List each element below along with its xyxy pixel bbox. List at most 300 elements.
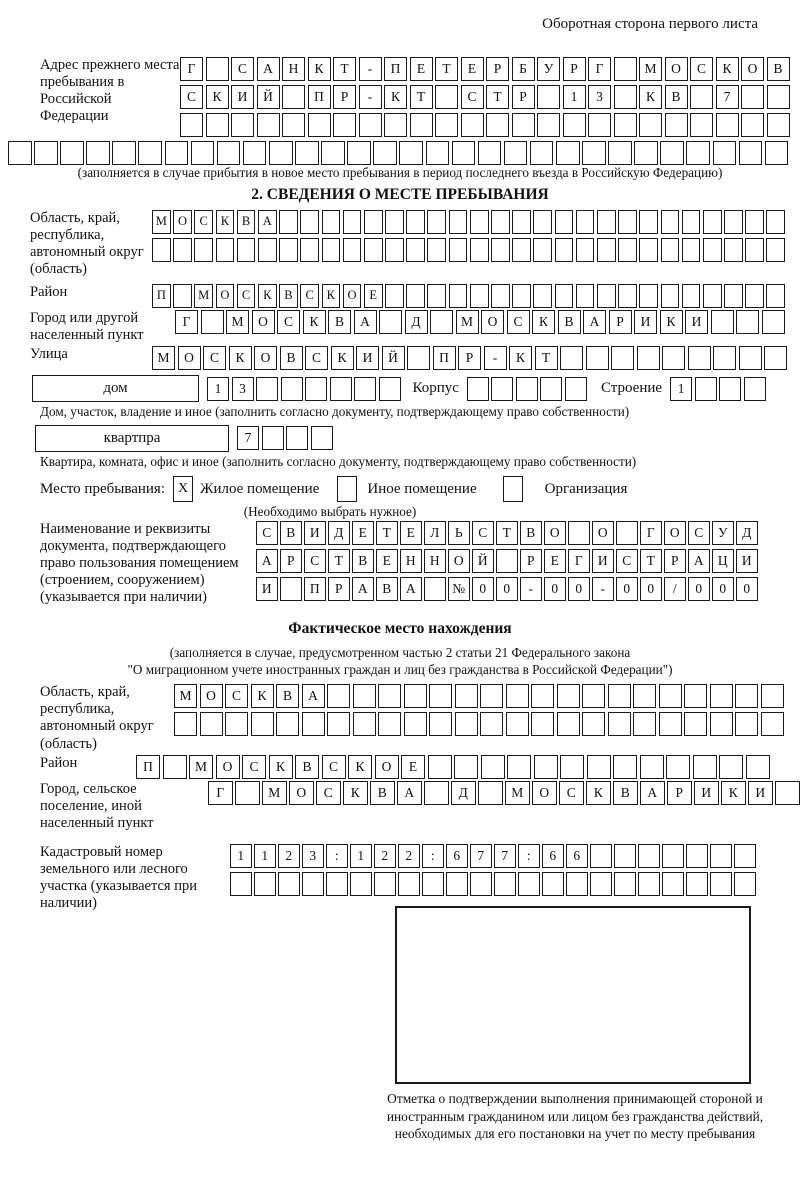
char-cell: [633, 712, 656, 736]
char-cell: [719, 377, 741, 401]
char-cell: С: [472, 521, 494, 545]
char-cell: [406, 210, 425, 234]
char-cell: К: [251, 684, 274, 708]
char-cell: Н: [282, 57, 305, 81]
char-cell: О: [375, 755, 399, 779]
char-cell: [710, 844, 732, 868]
char-cell: 3: [302, 844, 324, 868]
char-cell: [378, 684, 401, 708]
char-cell: [506, 712, 529, 736]
char-cell: [735, 684, 758, 708]
char-cell: [703, 238, 722, 262]
char-cell: 0: [472, 577, 494, 601]
char-cell: Т: [435, 57, 458, 81]
char-cell: О: [216, 755, 240, 779]
region-block: [30, 210, 800, 278]
char-cell: [614, 844, 636, 868]
stay-type-checkbox-residential: X: [173, 476, 193, 502]
char-cell: О: [592, 521, 614, 545]
char-cell: И: [356, 346, 379, 370]
char-cell: [379, 377, 401, 401]
char-cell: В: [613, 781, 638, 805]
house-note: Дом, участок, владение и иное (заполнить согласно документу, подтверждающему право собственности): [40, 404, 630, 420]
char-cell: [256, 377, 278, 401]
street-label: Улица: [30, 346, 68, 363]
char-cell: [467, 377, 489, 401]
char-cell: [435, 85, 458, 109]
stay-type-option-other-premises-label: Иное помещение: [367, 480, 477, 497]
char-cell: К: [721, 781, 746, 805]
region-row-2: [152, 238, 785, 262]
char-cell: Р: [512, 85, 535, 109]
char-cell: Т: [376, 521, 398, 545]
char-cell: [374, 872, 396, 896]
char-cell: С: [231, 57, 254, 81]
char-cell: [330, 377, 352, 401]
char-cell: Т: [410, 85, 433, 109]
char-cell: [343, 238, 362, 262]
char-cell: Т: [535, 346, 558, 370]
char-cell: [86, 141, 110, 165]
apartment-note: Квартира, комната, офис и иное (заполнить согласно документу, подтверждающему право собственности): [40, 453, 637, 469]
char-cell: Г: [180, 57, 203, 81]
char-cell: [308, 113, 331, 137]
char-cell: М: [226, 310, 249, 334]
char-cell: [201, 310, 224, 334]
char-cell: [480, 712, 503, 736]
char-cell: А: [258, 210, 277, 234]
char-cell: [666, 755, 690, 779]
char-cell: [741, 113, 764, 137]
char-cell: Р: [328, 577, 350, 601]
prev-address-block: [40, 57, 792, 137]
char-cell: [216, 238, 235, 262]
char-cell: [537, 113, 560, 137]
char-cell: Р: [280, 549, 302, 573]
char-cell: [449, 238, 468, 262]
doc-row-1: [256, 521, 758, 545]
char-cell: С: [300, 284, 319, 308]
char-cell: [588, 113, 611, 137]
char-cell: К: [639, 85, 662, 109]
char-cell: [478, 781, 503, 805]
char-cell: Р: [664, 549, 686, 573]
char-cell: [491, 238, 510, 262]
char-cell: [638, 844, 660, 868]
char-cell: [518, 872, 540, 896]
char-cell: Е: [461, 57, 484, 81]
char-cell: [454, 755, 478, 779]
char-cell: [555, 210, 574, 234]
char-cell: К: [348, 755, 372, 779]
char-cell: [429, 712, 452, 736]
char-cell: [639, 210, 658, 234]
char-cell: [302, 872, 324, 896]
char-cell: [504, 141, 528, 165]
char-cell: Е: [364, 284, 383, 308]
char-cell: -: [520, 577, 542, 601]
char-cell: [512, 113, 535, 137]
char-cell: Р: [609, 310, 632, 334]
char-cell: С: [461, 85, 484, 109]
char-cell: [173, 238, 192, 262]
actual-location-note-2: "О миграционном учете иностранных граждан и лиц без гражданства в Российской Федерации"): [127, 661, 673, 677]
char-cell: И: [748, 781, 773, 805]
char-cell: 1: [230, 844, 252, 868]
char-cell: [254, 872, 276, 896]
char-cell: [616, 521, 638, 545]
char-cell: [430, 310, 453, 334]
char-cell: [491, 210, 510, 234]
char-cell: И: [592, 549, 614, 573]
char-cell: [486, 113, 509, 137]
char-cell: [452, 141, 476, 165]
char-cell: Р: [333, 85, 356, 109]
doc-block: [40, 521, 800, 607]
stay-type-label: Место пребывания:: [40, 480, 165, 497]
char-cell: [235, 781, 260, 805]
char-cell: [766, 238, 785, 262]
stroenie-cells: [670, 377, 766, 401]
char-cell: П: [136, 755, 160, 779]
char-cell: [597, 210, 616, 234]
house-cells: [207, 377, 401, 401]
char-cell: А: [397, 781, 422, 805]
char-cell: 2: [398, 844, 420, 868]
char-cell: 1: [563, 85, 586, 109]
char-cell: 0: [640, 577, 662, 601]
char-cell: [327, 712, 350, 736]
char-cell: Г: [208, 781, 233, 805]
char-cell: [693, 755, 717, 779]
char-cell: [364, 238, 383, 262]
char-cell: [719, 755, 743, 779]
char-cell: [378, 712, 401, 736]
char-cell: [745, 284, 764, 308]
char-cell: О: [665, 57, 688, 81]
char-cell: [353, 712, 376, 736]
char-cell: 3: [232, 377, 254, 401]
char-cell: [470, 238, 489, 262]
char-cell: [516, 377, 538, 401]
char-cell: [684, 712, 707, 736]
char-cell: К: [532, 310, 555, 334]
char-cell: [613, 755, 637, 779]
char-cell: К: [343, 781, 368, 805]
stay-type-checkbox-organization: [503, 476, 523, 502]
char-cell: [206, 57, 229, 81]
char-cell: [322, 210, 341, 234]
char-cell: [534, 755, 558, 779]
char-cell: В: [237, 210, 256, 234]
char-cell: [225, 712, 248, 736]
char-cell: [639, 113, 662, 137]
doc-row-2: [256, 549, 758, 573]
char-cell: 3: [588, 85, 611, 109]
char-cell: О: [289, 781, 314, 805]
char-cell: [660, 141, 684, 165]
char-cell: Д: [451, 781, 476, 805]
char-cell: В: [558, 310, 581, 334]
char-cell: С: [690, 57, 713, 81]
house-row: [32, 375, 800, 402]
char-cell: [533, 284, 552, 308]
char-cell: [449, 284, 468, 308]
char-cell: [745, 210, 764, 234]
char-cell: К: [303, 310, 326, 334]
char-cell: [112, 141, 136, 165]
char-cell: [262, 426, 284, 450]
char-cell: К: [308, 57, 331, 81]
char-cell: С: [559, 781, 584, 805]
char-cell: Р: [520, 549, 542, 573]
char-cell: С: [322, 755, 346, 779]
char-cell: [194, 238, 213, 262]
char-cell: 6: [446, 844, 468, 868]
char-cell: [557, 684, 580, 708]
char-cell: 1: [207, 377, 229, 401]
prev-address-rows: [180, 57, 790, 137]
char-cell: [556, 141, 580, 165]
char-cell: Н: [424, 549, 446, 573]
char-cell: 0: [736, 577, 758, 601]
stroenie-label: Строение: [600, 379, 663, 396]
char-cell: [279, 238, 298, 262]
char-cell: Р: [667, 781, 692, 805]
char-cell: [640, 755, 664, 779]
char-cell: [427, 210, 446, 234]
char-cell: [659, 712, 682, 736]
char-cell: Д: [405, 310, 428, 334]
char-cell: В: [280, 521, 302, 545]
prev-address-row-2: [180, 85, 790, 109]
char-cell: У: [712, 521, 734, 545]
char-cell: А: [688, 549, 710, 573]
char-cell: С: [225, 684, 248, 708]
char-cell: [690, 113, 713, 137]
char-cell: [470, 872, 492, 896]
char-cell: [563, 113, 586, 137]
char-cell: [662, 844, 684, 868]
char-cell: [713, 346, 736, 370]
char-cell: [327, 684, 350, 708]
actual-location-note-1: (заполняется в случае, предусмотренном частью 2 статьи 21 Федерального закона: [169, 645, 631, 661]
char-cell: [724, 284, 743, 308]
char-cell: [384, 113, 407, 137]
char-cell: С: [688, 521, 710, 545]
char-cell: [682, 284, 701, 308]
char-cell: [470, 284, 489, 308]
char-cell: [762, 310, 785, 334]
cadastral-block: [40, 844, 800, 912]
apartment-row: [35, 425, 800, 452]
char-cell: [703, 210, 722, 234]
char-cell: С: [256, 521, 278, 545]
char-cell: [138, 141, 162, 165]
char-cell: С: [194, 210, 213, 234]
city-row: [30, 310, 800, 344]
char-cell: [634, 141, 658, 165]
char-cell: М: [639, 57, 662, 81]
char-cell: [406, 284, 425, 308]
char-cell: [311, 426, 333, 450]
char-cell: [710, 872, 732, 896]
stay-type-note: (Необходимо выбрать нужное): [243, 504, 417, 520]
char-cell: [322, 238, 341, 262]
char-cell: [507, 755, 531, 779]
char-cell: [258, 238, 277, 262]
char-cell: [280, 577, 302, 601]
actual-district-cells: [136, 755, 770, 779]
actual-region-rows: [174, 684, 784, 736]
char-cell: [734, 872, 756, 896]
char-cell: О: [178, 346, 201, 370]
char-cell: И: [634, 310, 657, 334]
char-cell: 6: [542, 844, 564, 868]
char-cell: [739, 346, 762, 370]
char-cell: К: [229, 346, 252, 370]
char-cell: [741, 85, 764, 109]
char-cell: [217, 141, 241, 165]
char-cell: [695, 377, 717, 401]
char-cell: [686, 141, 710, 165]
char-cell: М: [152, 210, 171, 234]
char-cell: [231, 113, 254, 137]
char-cell: П: [152, 284, 171, 308]
char-cell: 2: [374, 844, 396, 868]
char-cell: [765, 141, 789, 165]
char-cell: [435, 113, 458, 137]
char-cell: К: [206, 85, 229, 109]
char-cell: [282, 113, 305, 137]
char-cell: [608, 712, 631, 736]
cadastral-row-2: [230, 872, 756, 896]
char-cell: [690, 85, 713, 109]
char-cell: С: [305, 346, 328, 370]
char-cell: [506, 684, 529, 708]
char-cell: О: [254, 346, 277, 370]
char-cell: [426, 141, 450, 165]
char-cell: [278, 872, 300, 896]
char-cell: О: [532, 781, 557, 805]
char-cell: [639, 284, 658, 308]
char-cell: [614, 113, 637, 137]
char-cell: [537, 85, 560, 109]
char-cell: [478, 141, 502, 165]
char-cell: К: [322, 284, 341, 308]
char-cell: [152, 238, 171, 262]
char-cell: О: [544, 521, 566, 545]
char-cell: 1: [350, 844, 372, 868]
char-cell: [379, 310, 402, 334]
char-cell: [385, 210, 404, 234]
char-cell: 7: [237, 426, 259, 450]
char-cell: С: [507, 310, 530, 334]
apartment-box: квартпра: [35, 425, 229, 452]
confirmation-stamp-caption: Отметка о подтверждении выполнения принимающей стороной и иностранным гражданином или лицом без гражданства действий, необходимых для его постановки на учет по месту пребывания: [386, 1091, 764, 1142]
char-cell: [424, 781, 449, 805]
char-cell: А: [640, 781, 665, 805]
char-cell: [279, 210, 298, 234]
char-cell: [734, 844, 756, 868]
char-cell: В: [520, 521, 542, 545]
char-cell: [200, 712, 223, 736]
char-cell: 0: [568, 577, 590, 601]
district-label: Район: [30, 283, 68, 300]
char-cell: П: [384, 57, 407, 81]
char-cell: [404, 712, 427, 736]
char-cell: [662, 872, 684, 896]
char-cell: №: [448, 577, 470, 601]
char-cell: [424, 577, 446, 601]
char-cell: [269, 141, 293, 165]
char-cell: Д: [736, 521, 758, 545]
char-cell: [582, 141, 606, 165]
char-cell: С: [616, 549, 638, 573]
char-cell: -: [484, 346, 507, 370]
char-cell: [300, 210, 319, 234]
char-cell: 7: [716, 85, 739, 109]
char-cell: [590, 844, 612, 868]
street-cells: [152, 346, 787, 370]
char-cell: [775, 781, 800, 805]
char-cell: [661, 210, 680, 234]
char-cell: М: [456, 310, 479, 334]
char-cell: [354, 377, 376, 401]
char-cell: Г: [175, 310, 198, 334]
char-cell: [427, 284, 446, 308]
char-cell: Д: [328, 521, 350, 545]
char-cell: [746, 755, 770, 779]
char-cell: [710, 712, 733, 736]
char-cell: Р: [563, 57, 586, 81]
char-cell: Й: [382, 346, 405, 370]
char-cell: -: [359, 85, 382, 109]
char-cell: Е: [376, 549, 398, 573]
char-cell: [565, 377, 587, 401]
char-cell: О: [448, 549, 470, 573]
char-cell: [597, 238, 616, 262]
char-cell: :: [422, 844, 444, 868]
char-cell: [736, 310, 759, 334]
cadastral-rows: [230, 844, 756, 896]
actual-region-row-1: [174, 684, 784, 708]
char-cell: О: [664, 521, 686, 545]
char-cell: [385, 238, 404, 262]
char-cell: [533, 238, 552, 262]
char-cell: [480, 684, 503, 708]
char-cell: [767, 85, 790, 109]
char-cell: Й: [472, 549, 494, 573]
actual-region-label: Область, край, республика, автономный округ (область): [40, 684, 154, 752]
char-cell: [597, 284, 616, 308]
doc-rows: [256, 521, 758, 601]
char-cell: [385, 284, 404, 308]
char-cell: [576, 210, 595, 234]
char-cell: [530, 141, 554, 165]
char-cell: О: [741, 57, 764, 81]
char-cell: [744, 377, 766, 401]
char-cell: О: [173, 210, 192, 234]
char-cell: :: [326, 844, 348, 868]
char-cell: У: [537, 57, 560, 81]
prev-address-row-full: [8, 141, 792, 165]
char-cell: [533, 210, 552, 234]
char-cell: [347, 141, 371, 165]
char-cell: [165, 141, 189, 165]
char-cell: [60, 141, 84, 165]
char-cell: А: [302, 684, 325, 708]
